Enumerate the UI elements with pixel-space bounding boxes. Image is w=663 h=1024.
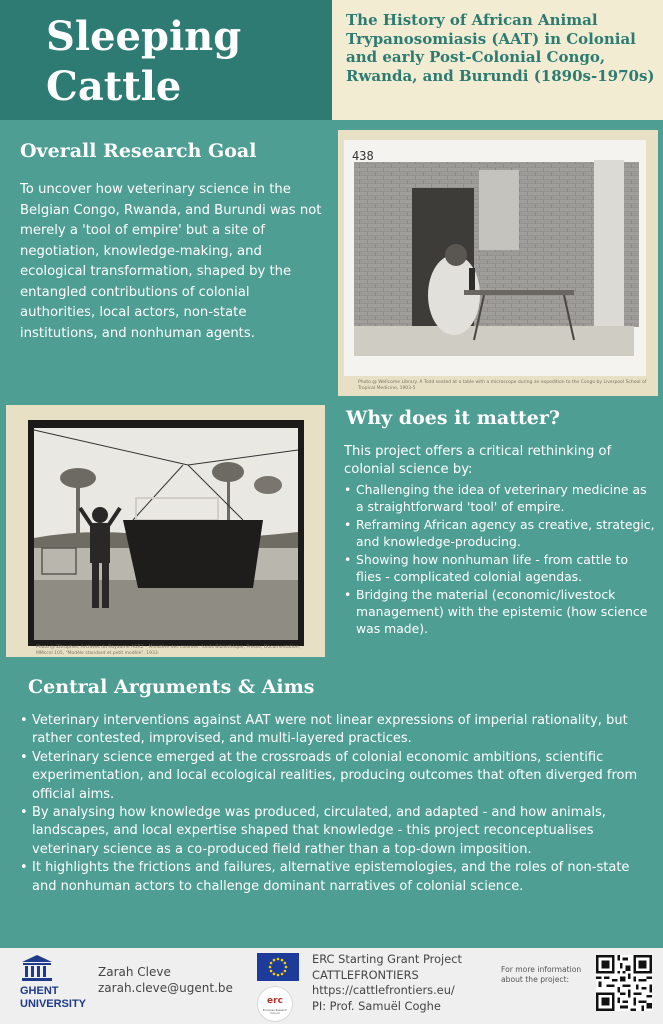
project-line2: CATTLEFRONTIERS	[312, 967, 419, 982]
central-list	[20, 712, 650, 896]
list-item: • Challenging the idea of veterinary medicine as a straightforward 'tool' of empire.	[344, 481, 656, 515]
qr-code-icon[interactable]	[596, 955, 652, 1011]
list-item: • Showing how nonhuman life - from cattle to flies - complicated colonial agendas.	[344, 551, 656, 585]
list-item: • It highlights the frictions and failures, alternative epistemologies, and the roles of non-state and nonhuman actors to challenge dominant narratives of colonial science.	[20, 859, 650, 896]
photo-number: 438	[352, 149, 374, 163]
eu-flag-icon	[257, 953, 299, 981]
poster-title	[46, 12, 241, 112]
list-item: • By analysing how knowledge was produced, circulated, and adapted - and how animals, landscapes, and local expertise shaped that knowledge - this project reconceptualises veterinary science as a co-produced field rather than a top-down imposition.	[20, 804, 650, 859]
project-info	[312, 952, 462, 1014]
ghent-university-line2: UNIVERSITY	[20, 998, 87, 1010]
person-name: Zarah Cleve	[98, 965, 171, 979]
photo-boy-with-trap	[28, 420, 304, 646]
erc-logo	[257, 986, 293, 1022]
ghent-university-logo	[20, 955, 90, 1017]
list-item: • Bridging the material (economic/livestock management) with the epistemic (how science was made).	[344, 586, 656, 637]
goal-text: To uncover how veterinary science in the Belgian Congo, Rwanda, and Burundi was not merely a 'tool of empire' but a site of negotiation, knowledge-making, and ecological transformation, shaped by the entangled contributions of colonial authorities, local actors, non-state institutions, and nonhuman agents.	[20, 182, 322, 341]
photo1-caption: Photo @ Wellcome Library. A Todd seated at a table with a microscope during an expedition to the Congo by Liverpool School of Tropical Medicine, 1903-5	[358, 380, 647, 391]
more-info-label: For more information about the project:	[501, 965, 582, 984]
photo-boy-with-trap-image	[28, 420, 304, 646]
poster-title-line1: Sleeping	[46, 13, 242, 60]
list-item: • Reframing African agency as creative, strategic, and knowledge-producing.	[344, 516, 656, 550]
contact	[98, 964, 233, 996]
erc-logo-subtext: European Research Council	[262, 1009, 288, 1015]
why-intro: This project offers a critical rethinking of colonial science by:	[344, 444, 612, 477]
why-heading: Why does it matter?	[346, 407, 560, 429]
project-line1: ERC Starting Grant Project	[312, 952, 462, 966]
poster-title-line2: Cattle	[46, 63, 182, 110]
ghent-university-building-icon	[22, 955, 52, 981]
central-heading: Central Arguments & Aims	[28, 676, 315, 698]
project-url[interactable]: https://cattlefrontiers.eu/	[312, 983, 455, 998]
goal-heading: Overall Research Goal	[20, 140, 257, 162]
erc-logo-text: erc	[267, 996, 283, 1006]
photo2-caption: Photo @ Zitruphes, Archives du Royaume AGR2 – Ministère des colonies: fonds Bibliothèque, Presse, Documentation, MMccol 105, "Modèle standard et petit modèle", 1933.	[36, 645, 300, 656]
why-list	[344, 481, 656, 637]
list-item: • Veterinary science emerged at the crossroads of colonial economic ambitions, scientific experimentation, and local ecological realities, producing outcomes that often diverged from official aims.	[20, 749, 650, 804]
ghent-university-line1: GHENT	[20, 985, 59, 997]
photo-man-with-microscope	[344, 140, 646, 376]
person-email[interactable]: zarah.cleve@ugent.be	[98, 981, 233, 995]
list-item: • Veterinary interventions against AAT were not linear expressions of imperial rationality, but rather contested, improvised, and multi-layered practices.	[20, 712, 650, 749]
poster-subtitle: The History of African Animal Trypanosomiasis (AAT) in Colonial and early Post-Colonial Congo, Rwanda, and Burundi (1890s-1970s)	[346, 11, 655, 85]
project-pi: PI: Prof. Samuël Coghe	[312, 998, 441, 1013]
photo-man-with-microscope-image	[344, 140, 646, 376]
